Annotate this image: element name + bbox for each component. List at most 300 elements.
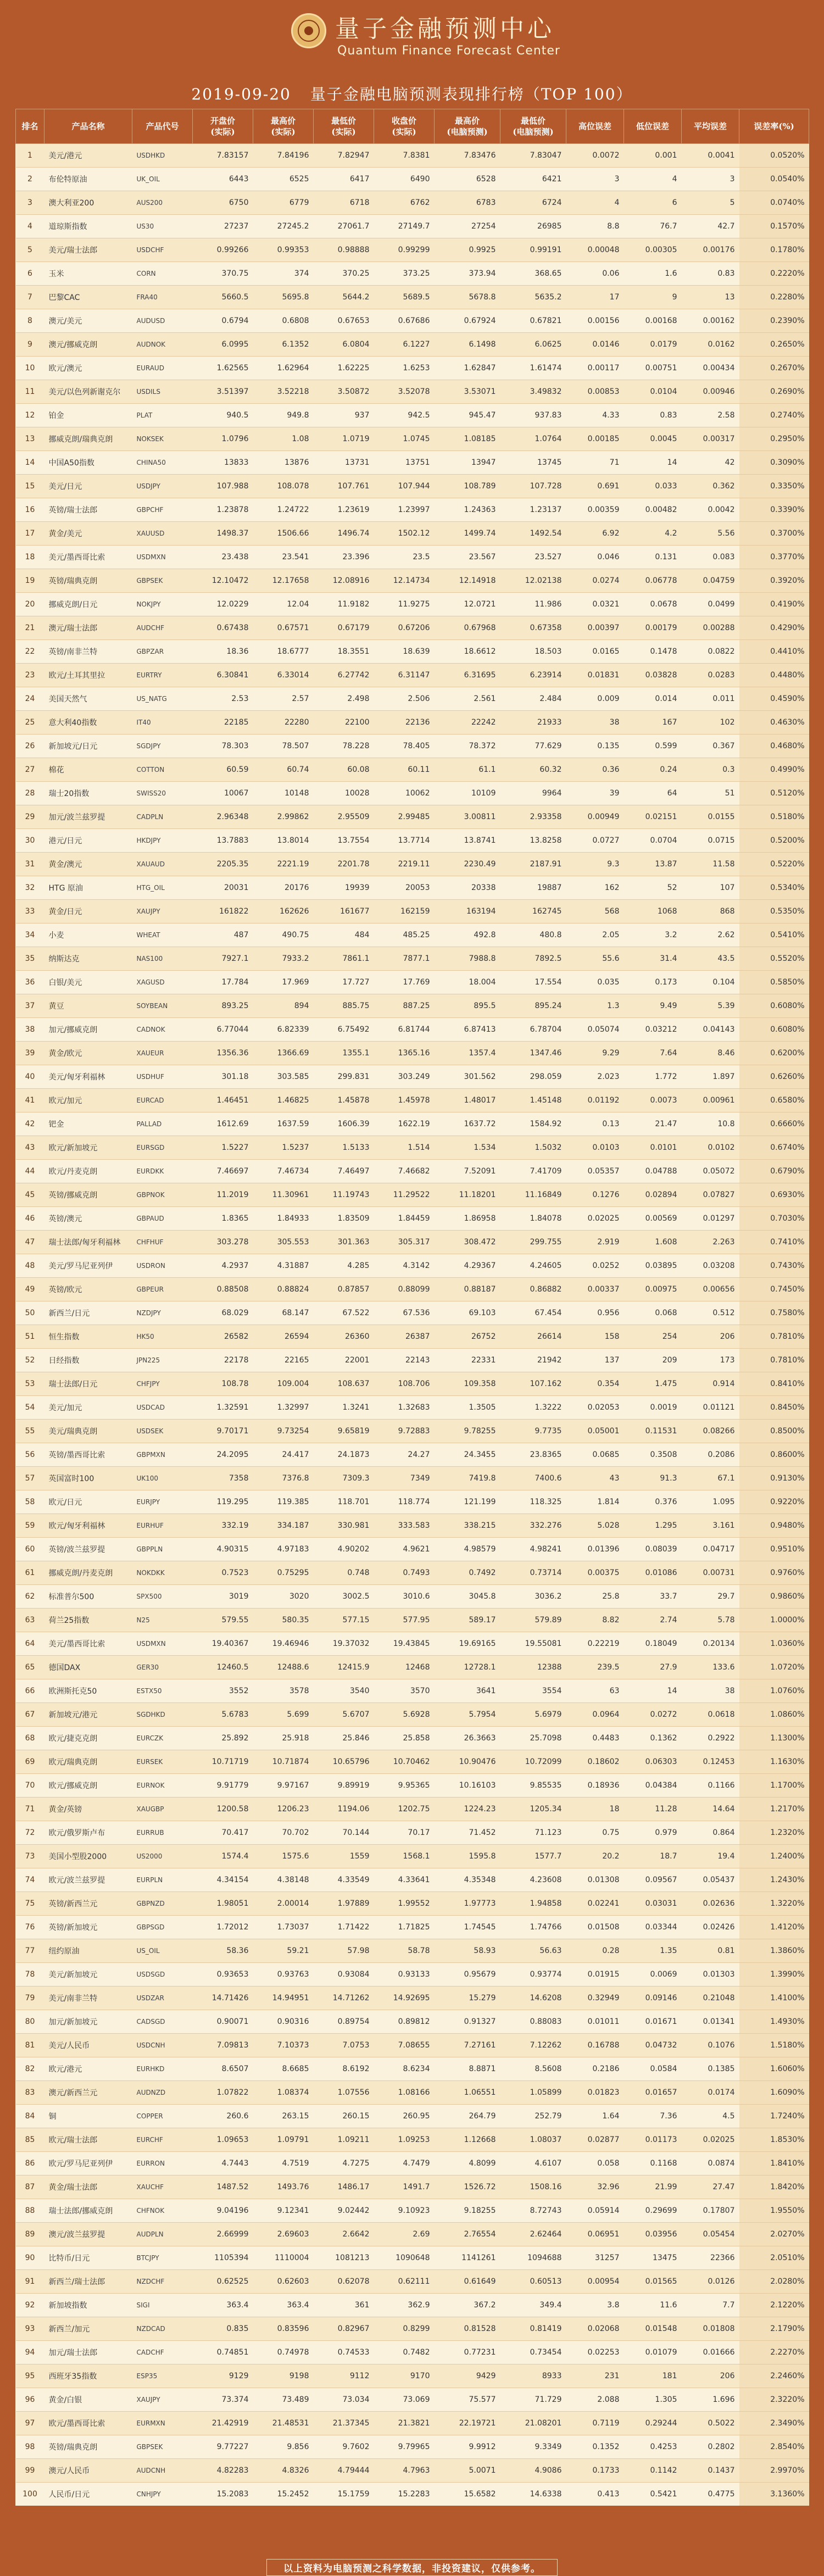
close-cell: 7349 [374, 1467, 435, 1490]
avg-error-cell: 0.0155 [682, 805, 739, 829]
high-error-cell: 2.023 [566, 1065, 624, 1089]
avg-error-cell: 0.00946 [682, 380, 739, 404]
rank-cell: 9 [16, 333, 44, 357]
open-cell: 1200.58 [193, 1798, 253, 1821]
pred-low-cell: 1508.16 [500, 2176, 566, 2199]
low-error-cell: 181 [624, 2364, 682, 2388]
close-cell: 26387 [374, 1325, 435, 1349]
pred-low-cell: 480.8 [500, 923, 566, 947]
high-cell: 6.33014 [253, 664, 314, 687]
product-name-cell: 欧元/挪威克朗 [44, 1774, 132, 1798]
table-row [16, 593, 809, 616]
error-rate-cell: 1.8420% [739, 2176, 809, 2199]
pred-high-cell: 78.372 [435, 735, 500, 758]
open-cell: 9.91779 [193, 1774, 253, 1798]
table-row [16, 805, 809, 829]
column-header: 排名 [16, 109, 44, 144]
open-cell: 19.40367 [193, 1632, 253, 1656]
product-name-cell: 欧元/瑞典克朗 [44, 1750, 132, 1774]
pred-low-cell: 3.49832 [500, 380, 566, 404]
error-rate-cell: 0.5850% [739, 971, 809, 994]
low-error-cell: 0.00751 [624, 357, 682, 380]
table-row [16, 2270, 809, 2294]
low-error-cell: 0.24 [624, 758, 682, 782]
high-error-cell: 17 [566, 286, 624, 309]
low-error-cell: 0.02894 [624, 1183, 682, 1207]
high-cell: 119.385 [253, 1490, 314, 1514]
open-cell: 0.835 [193, 2317, 253, 2341]
rank-cell: 79 [16, 1987, 44, 2010]
product-code-cell: EURHKD [132, 2057, 193, 2081]
pred-low-cell: 7892.5 [500, 947, 566, 971]
product-code-cell: AUDNZD [132, 2081, 193, 2105]
rank-cell: 33 [16, 900, 44, 923]
open-cell: 73.374 [193, 2388, 253, 2412]
rank-cell: 30 [16, 829, 44, 853]
product-name-cell: 欧元/罗马尼亚列伊 [44, 2152, 132, 2176]
error-rate-cell: 0.6080% [739, 1018, 809, 1042]
avg-error-cell: 0.01121 [682, 1396, 739, 1420]
high-cell: 374 [253, 262, 314, 286]
low-error-cell: 0.0073 [624, 1089, 682, 1112]
close-cell: 1.71825 [374, 1916, 435, 1939]
avg-error-cell: 868 [682, 900, 739, 923]
table-row [16, 2317, 809, 2341]
table-row [16, 1892, 809, 1916]
close-cell: 1.99552 [374, 1892, 435, 1916]
product-code-cell: US2000 [132, 1845, 193, 1868]
error-rate-cell: 0.5410% [739, 923, 809, 947]
pred-high-cell: 373.94 [435, 262, 500, 286]
table-row [16, 1821, 809, 1845]
avg-error-cell: 5.56 [682, 522, 739, 546]
close-cell: 8.6234 [374, 2057, 435, 2081]
avg-error-cell: 42 [682, 451, 739, 475]
high-error-cell: 0.05074 [566, 1018, 624, 1042]
low-cell: 12.08916 [314, 569, 374, 593]
open-cell: 2.96348 [193, 805, 253, 829]
high-error-cell: 0.00117 [566, 357, 624, 380]
low-error-cell: 0.033 [624, 475, 682, 498]
high-cell: 25.918 [253, 1727, 314, 1750]
low-cell: 1.97889 [314, 1892, 374, 1916]
open-cell: 68.029 [193, 1301, 253, 1325]
low-error-cell: 18.7 [624, 1845, 682, 1868]
high-error-cell: 0.1352 [566, 2435, 624, 2459]
table-row [16, 876, 809, 900]
pred-low-cell: 13745 [500, 451, 566, 475]
close-cell: 24.27 [374, 1443, 435, 1467]
rank-cell: 35 [16, 947, 44, 971]
table-row [16, 1632, 809, 1656]
avg-error-cell: 133.6 [682, 1656, 739, 1679]
close-cell: 12468 [374, 1656, 435, 1679]
open-cell: 20031 [193, 876, 253, 900]
high-cell: 0.83596 [253, 2317, 314, 2341]
pred-low-cell: 12388 [500, 1656, 566, 1679]
product-code-cell: USDHKD [132, 144, 193, 168]
pred-high-cell: 2.76554 [435, 2223, 500, 2246]
open-cell: 579.55 [193, 1609, 253, 1632]
avg-error-cell: 0.00162 [682, 309, 739, 333]
product-name-cell: 新加坡指数 [44, 2294, 132, 2317]
error-rate-cell: 1.4120% [739, 1916, 809, 1939]
column-header: 开盘价 (实际) [193, 109, 253, 144]
close-cell: 0.88099 [374, 1278, 435, 1301]
close-cell: 5.6928 [374, 1703, 435, 1727]
high-cell: 9.97167 [253, 1774, 314, 1798]
table-row [16, 309, 809, 333]
high-cell: 9.73254 [253, 1420, 314, 1443]
error-rate-cell: 0.7450% [739, 1278, 809, 1301]
rank-cell: 72 [16, 1821, 44, 1845]
low-error-cell: 33.7 [624, 1585, 682, 1609]
product-code-cell: XAUCHF [132, 2176, 193, 2199]
low-error-cell: 1.608 [624, 1231, 682, 1254]
pred-high-cell: 3.53071 [435, 380, 500, 404]
product-name-cell: 瑞士20指数 [44, 782, 132, 805]
high-cell: 22165 [253, 1349, 314, 1372]
table-row [16, 1183, 809, 1207]
close-cell: 4.3142 [374, 1254, 435, 1278]
high-error-cell: 0.06 [566, 262, 624, 286]
rank-cell: 34 [16, 923, 44, 947]
low-cell: 0.82967 [314, 2317, 374, 2341]
pred-high-cell: 1.12668 [435, 2128, 500, 2152]
error-rate-cell: 0.4630% [739, 711, 809, 735]
avg-error-cell: 0.00434 [682, 357, 739, 380]
pred-low-cell: 0.88083 [500, 2010, 566, 2034]
high-cell: 0.67571 [253, 616, 314, 640]
table-row [16, 427, 809, 451]
high-error-cell: 239.5 [566, 1656, 624, 1679]
product-code-cell: EURRON [132, 2152, 193, 2176]
low-error-cell: 0.1142 [624, 2459, 682, 2483]
product-name-cell: 欧元/俄罗斯卢布 [44, 1821, 132, 1845]
pred-high-cell: 7.83476 [435, 144, 500, 168]
error-rate-cell: 0.7810% [739, 1325, 809, 1349]
pred-high-cell: 10.90476 [435, 1750, 500, 1774]
rank-cell: 59 [16, 1514, 44, 1538]
high-cell: 1.08 [253, 427, 314, 451]
open-cell: 107.988 [193, 475, 253, 498]
rank-cell: 66 [16, 1679, 44, 1703]
pred-high-cell: 19.69165 [435, 1632, 500, 1656]
error-rate-cell: 0.9130% [739, 1467, 809, 1490]
avg-error-cell: 0.0102 [682, 1136, 739, 1160]
product-name-cell: 新西兰/瑞士法郎 [44, 2270, 132, 2294]
rank-cell: 100 [16, 2483, 44, 2506]
avg-error-cell: 206 [682, 2364, 739, 2388]
open-cell: 6443 [193, 168, 253, 191]
rank-cell: 20 [16, 593, 44, 616]
table-row [16, 758, 809, 782]
avg-error-cell: 0.3 [682, 758, 739, 782]
open-cell: 70.417 [193, 1821, 253, 1845]
high-error-cell: 0.01831 [566, 664, 624, 687]
open-cell: 1.5227 [193, 1136, 253, 1160]
rank-cell: 52 [16, 1349, 44, 1372]
high-cell: 2.69603 [253, 2223, 314, 2246]
pred-low-cell: 23.527 [500, 546, 566, 569]
low-error-cell: 0.18049 [624, 1632, 682, 1656]
avg-error-cell: 0.02426 [682, 1916, 739, 1939]
open-cell: 303.278 [193, 1231, 253, 1254]
low-error-cell: 7.36 [624, 2105, 682, 2128]
product-code-cell: CADSGD [132, 2010, 193, 2034]
product-code-cell: BTCJPY [132, 2246, 193, 2270]
product-name-cell: 澳大利亚200 [44, 191, 132, 215]
high-cell: 68.147 [253, 1301, 314, 1325]
close-cell: 13.7714 [374, 829, 435, 853]
table-row [16, 616, 809, 640]
high-cell: 3.52218 [253, 380, 314, 404]
column-header: 最低价 (实际) [314, 109, 374, 144]
table-row [16, 711, 809, 735]
table-row [16, 522, 809, 546]
open-cell: 1.62565 [193, 357, 253, 380]
low-cell: 330.981 [314, 1514, 374, 1538]
pred-high-cell: 1.24363 [435, 498, 500, 522]
high-error-cell: 0.01915 [566, 1963, 624, 1987]
pred-low-cell: 1.05899 [500, 2081, 566, 2105]
pred-low-cell: 0.93774 [500, 1963, 566, 1987]
rank-cell: 67 [16, 1703, 44, 1727]
pred-high-cell: 1.86958 [435, 1207, 500, 1231]
low-error-cell: 0.09146 [624, 1987, 682, 2010]
open-cell: 58.36 [193, 1939, 253, 1963]
product-code-cell: EURCZK [132, 1727, 193, 1750]
low-error-cell: 0.131 [624, 546, 682, 569]
open-cell: 4.34154 [193, 1868, 253, 1892]
table-row [16, 1420, 809, 1443]
pred-low-cell: 60.32 [500, 758, 566, 782]
pred-low-cell: 56.63 [500, 1939, 566, 1963]
product-code-cell: USDMXN [132, 1632, 193, 1656]
avg-error-cell: 8.46 [682, 1042, 739, 1065]
avg-error-cell: 0.02636 [682, 1892, 739, 1916]
low-error-cell: 0.01671 [624, 2010, 682, 2034]
product-code-cell: NZDCHF [132, 2270, 193, 2294]
rank-cell: 26 [16, 735, 44, 758]
close-cell: 5689.5 [374, 286, 435, 309]
avg-error-cell: 0.864 [682, 1821, 739, 1845]
low-cell: 0.62078 [314, 2270, 374, 2294]
low-cell: 4.90202 [314, 1538, 374, 1561]
close-cell: 118.774 [374, 1490, 435, 1514]
low-error-cell: 0.0584 [624, 2057, 682, 2081]
high-cell: 1206.23 [253, 1798, 314, 1821]
pred-low-cell: 1.74766 [500, 1916, 566, 1939]
pred-low-cell: 21.08201 [500, 2412, 566, 2435]
low-cell: 0.87857 [314, 1278, 374, 1301]
table-row [16, 1585, 809, 1609]
high-cell: 109.004 [253, 1372, 314, 1396]
product-code-cell: EURRUB [132, 1821, 193, 1845]
rank-cell: 73 [16, 1845, 44, 1868]
high-error-cell: 71 [566, 451, 624, 475]
low-error-cell: 209 [624, 1349, 682, 1372]
ranking-table [15, 109, 809, 2506]
table-row [16, 971, 809, 994]
low-error-cell: 0.0179 [624, 333, 682, 357]
table-row [16, 664, 809, 687]
close-cell: 3.52078 [374, 380, 435, 404]
product-name-cell: 人民币/日元 [44, 2483, 132, 2506]
rank-cell: 21 [16, 616, 44, 640]
pred-high-cell: 12728.1 [435, 1656, 500, 1679]
high-cell: 4.97183 [253, 1538, 314, 1561]
low-cell: 2.95509 [314, 805, 374, 829]
high-cell: 13876 [253, 451, 314, 475]
product-name-cell: 英国富时100 [44, 1467, 132, 1490]
pred-low-cell: 13.8258 [500, 829, 566, 853]
high-cell: 4.8326 [253, 2459, 314, 2483]
low-error-cell: 0.599 [624, 735, 682, 758]
avg-error-cell: 0.05437 [682, 1868, 739, 1892]
product-name-cell: 西班牙35指数 [44, 2364, 132, 2388]
high-error-cell: 158 [566, 1325, 624, 1349]
table-row [16, 1349, 809, 1372]
table-row [16, 1112, 809, 1136]
open-cell: 0.6794 [193, 309, 253, 333]
high-error-cell: 8.8 [566, 215, 624, 238]
avg-error-cell: 0.08266 [682, 1420, 739, 1443]
open-cell: 940.5 [193, 404, 253, 427]
avg-error-cell: 0.2086 [682, 1443, 739, 1467]
low-error-cell: 21.99 [624, 2176, 682, 2199]
error-rate-cell: 0.2650% [739, 333, 809, 357]
pred-low-cell: 7400.6 [500, 1467, 566, 1490]
close-cell: 9.72883 [374, 1420, 435, 1443]
error-rate-cell: 1.1630% [739, 1750, 809, 1774]
pred-low-cell: 579.89 [500, 1609, 566, 1632]
table-row [16, 569, 809, 593]
rank-cell: 3 [16, 191, 44, 215]
avg-error-cell: 4.5 [682, 2105, 739, 2128]
low-cell: 107.761 [314, 475, 374, 498]
error-rate-cell: 0.6260% [739, 1065, 809, 1089]
close-cell: 0.67206 [374, 616, 435, 640]
error-rate-cell: 1.9550% [739, 2199, 809, 2223]
close-cell: 260.95 [374, 2105, 435, 2128]
error-rate-cell: 1.1300% [739, 1727, 809, 1750]
open-cell: 6.0995 [193, 333, 253, 357]
product-name-cell: 美元/墨西哥比索 [44, 546, 132, 569]
product-code-cell: NZDJPY [132, 1301, 193, 1325]
high-cell: 7.10373 [253, 2034, 314, 2057]
avg-error-cell: 1.095 [682, 1490, 739, 1514]
avg-error-cell: 0.00288 [682, 616, 739, 640]
column-header: 高位误差 [566, 109, 624, 144]
low-cell: 10.65796 [314, 1750, 374, 1774]
error-rate-cell: 0.8500% [739, 1420, 809, 1443]
product-name-cell: 新西兰/日元 [44, 1301, 132, 1325]
table-row [16, 2294, 809, 2317]
pred-high-cell: 6783 [435, 191, 500, 215]
close-cell: 7.8381 [374, 144, 435, 168]
product-name-cell: 英镑/瑞士法郎 [44, 498, 132, 522]
avg-error-cell: 0.362 [682, 475, 739, 498]
pred-low-cell: 2187.91 [500, 853, 566, 876]
table-row [16, 262, 809, 286]
product-name-cell: HTG 原油 [44, 876, 132, 900]
avg-error-cell: 38 [682, 1679, 739, 1703]
pred-high-cell: 121.199 [435, 1490, 500, 1514]
rank-cell: 85 [16, 2128, 44, 2152]
high-cell: 2221.19 [253, 853, 314, 876]
error-rate-cell: 1.3220% [739, 1892, 809, 1916]
low-error-cell: 0.5421 [624, 2483, 682, 2506]
close-cell: 108.706 [374, 1372, 435, 1396]
pred-high-cell: 0.61649 [435, 2270, 500, 2294]
pred-low-cell: 11.986 [500, 593, 566, 616]
low-cell: 4.33549 [314, 1868, 374, 1892]
product-code-cell: XAUJPY [132, 2388, 193, 2412]
rank-cell: 63 [16, 1609, 44, 1632]
pred-low-cell: 1.23137 [500, 498, 566, 522]
pred-low-cell: 6421 [500, 168, 566, 191]
close-cell: 20053 [374, 876, 435, 900]
low-error-cell: 1.295 [624, 1514, 682, 1538]
low-cell: 0.93084 [314, 1963, 374, 1987]
low-cell: 1194.06 [314, 1798, 374, 1821]
low-error-cell: 0.01173 [624, 2128, 682, 2152]
pred-high-cell: 11.18201 [435, 1183, 500, 1207]
product-code-cell: N25 [132, 1609, 193, 1632]
open-cell: 17.784 [193, 971, 253, 994]
rank-cell: 98 [16, 2435, 44, 2459]
open-cell: 363.4 [193, 2294, 253, 2317]
product-name-cell: 铂金 [44, 404, 132, 427]
high-error-cell: 9.29 [566, 1042, 624, 1065]
table-row [16, 1514, 809, 1538]
high-cell: 12.17658 [253, 569, 314, 593]
open-cell: 119.295 [193, 1490, 253, 1514]
rank-cell: 31 [16, 853, 44, 876]
pred-low-cell: 252.79 [500, 2105, 566, 2128]
open-cell: 487 [193, 923, 253, 947]
pred-low-cell: 0.73714 [500, 1561, 566, 1585]
error-rate-cell: 2.1220% [739, 2294, 809, 2317]
close-cell: 6.81744 [374, 1018, 435, 1042]
rank-cell: 7 [16, 286, 44, 309]
low-cell: 1.0719 [314, 427, 374, 451]
table-row [16, 1278, 809, 1301]
pred-high-cell: 4.35348 [435, 1868, 500, 1892]
low-error-cell: 1.35 [624, 1939, 682, 1963]
high-error-cell: 0.0252 [566, 1254, 624, 1278]
high-error-cell: 2.919 [566, 1231, 624, 1254]
low-error-cell: 1.475 [624, 1372, 682, 1396]
rank-cell: 38 [16, 1018, 44, 1042]
product-name-cell: 英镑/新加坡元 [44, 1916, 132, 1939]
product-name-cell: 欧元/捷克克朗 [44, 1727, 132, 1750]
open-cell: 78.303 [193, 735, 253, 758]
product-code-cell: AUDPLN [132, 2223, 193, 2246]
error-rate-cell: 1.0860% [739, 1703, 809, 1727]
table-row [16, 380, 809, 404]
product-code-cell: SGDHKD [132, 1703, 193, 1727]
open-cell: 3552 [193, 1679, 253, 1703]
rank-cell: 60 [16, 1538, 44, 1561]
high-error-cell: 1.814 [566, 1490, 624, 1514]
low-cell: 11.9182 [314, 593, 374, 616]
product-code-cell: EURPLN [132, 1868, 193, 1892]
high-error-cell: 2.088 [566, 2388, 624, 2412]
high-error-cell: 8.82 [566, 1609, 624, 1632]
table-row [16, 687, 809, 711]
